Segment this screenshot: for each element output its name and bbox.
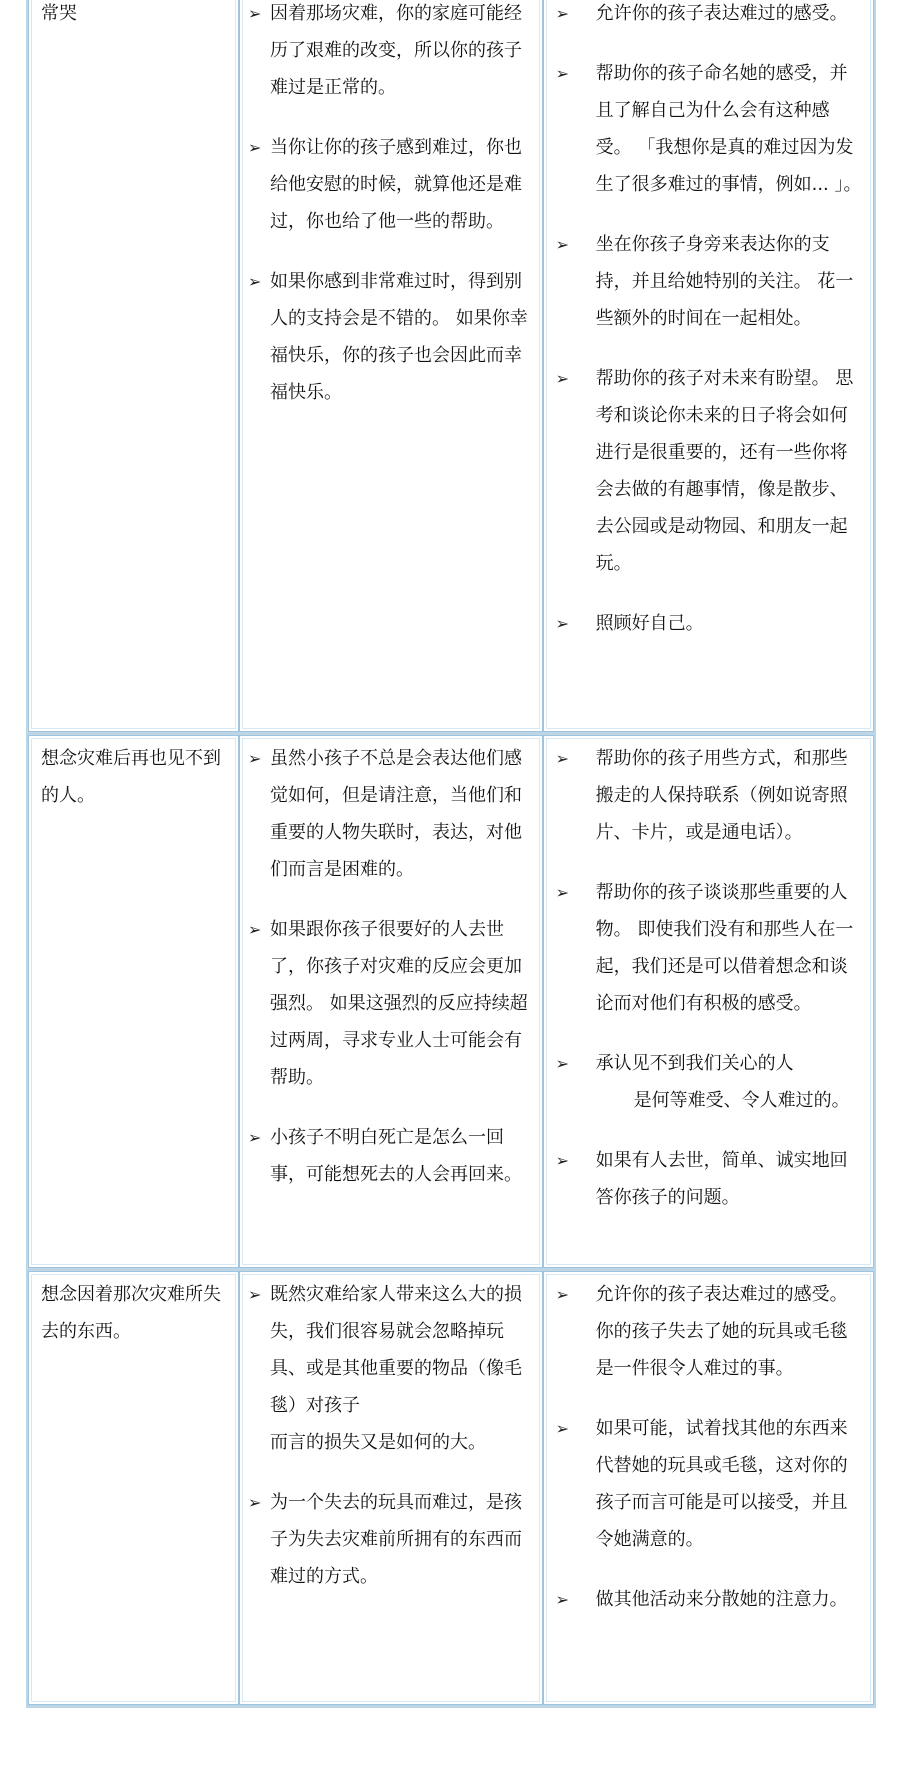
item-text-line: 是何等难受、令人难过的。 [633,1090,850,1111]
understand-cell [239,1271,543,1705]
arrow-bullet-icon: ➢ [248,4,262,23]
arrow-bullet-icon: ➢ [555,1054,569,1073]
item-text: 帮助你的孩子对未来有盼望。 思考和谈论你未来的日子将会如何进行是很重要的，还有一些你将会去做的有趣事情，像是散步、去公园或是动物园、和朋友一起玩。 [595,368,854,574]
arrow-bullet-icon: ➢ [248,1493,262,1512]
situation-cell [28,735,239,1268]
item-text-line: 既然灾难给家人带来这么大的损失，我们很容易就会忽略掉玩具、或是其他重要的物品（像毛毯）对孩子 [270,1284,523,1416]
item-text: 坐在你孩子身旁来表达你的支持，并且给她特别的关注。 花一些额外的时间在一起相处。 [595,234,854,329]
list-item [552,1410,863,1558]
item-text: 当你让你的孩子感到难过，你也给他安慰的时候，就算他还是难过，你也给了他一些的帮助。 [270,137,523,232]
arrow-bullet-icon: ➢ [555,1151,569,1170]
understand-cell [239,0,543,732]
help-cell [543,735,874,1268]
list-item [248,911,532,1096]
list-item [248,263,532,411]
table-row [26,1271,876,1708]
list-item [552,1276,863,1387]
list-item [552,55,863,203]
item-text: 如果有人去世，简单、诚实地回答你孩子的问题。 [595,1150,848,1208]
arrow-bullet-icon: ➢ [248,272,262,291]
item-text: 如果跟你孩子很要好的人去世了，你孩子对灾难的反应会更加强烈。 如果这强烈的反应持续超过两周，寻求专业人士可能会有帮助。 [270,919,528,1088]
list-item [248,740,532,888]
table-row [26,0,876,735]
arrow-bullet-icon: ➢ [555,614,569,633]
item-text: 如果可能，试着找其他的东西来代替她的玩具或毛毯，这对你的孩子而言可能是可以接受，并且令她满意的。 [595,1418,848,1550]
list-item [552,1142,863,1216]
item-text-line: 承认见不到我们关心的人 [595,1053,794,1074]
list-item [552,226,863,337]
item-text: 如果你感到非常难过时，得到别人的支持会是不错的。 如果你幸福快乐，你的孩子也会因此而幸福快乐。 [270,271,528,403]
item-text: 小孩子不明白死亡是怎么一回事，可能想死去的人会再回来。 [270,1127,523,1185]
situation-text: 想念因着那次灾难所失去的东西。 [41,1284,221,1342]
help-cell [543,1271,874,1705]
list-item [248,1119,532,1193]
list-item [248,129,532,240]
list-item [248,0,532,106]
item-text: 照顾好自己。 [595,613,704,634]
item-text [270,1276,532,1461]
item-text: 帮助你的孩子谈谈那些重要的人物。 即使我们没有和那些人在一起，我们还是可以借着想念和谈论而对他们有积极的感受。 [595,882,854,1014]
arrow-bullet-icon: ➢ [555,64,569,83]
arrow-bullet-icon: ➢ [555,4,569,23]
situation-text: 想念灾难后再也见不到的人。 [41,748,221,806]
table-row [26,735,876,1271]
list-item [248,1484,532,1595]
situation-text: 常哭 [41,3,77,24]
arrow-bullet-icon: ➢ [248,1128,262,1147]
item-text: 虽然小孩子不总是会表达他们感觉如何，但是请注意，当他们和重要的人物失联时，表达，对他们而言是困难的。 [270,748,523,880]
item-text: 允许你的孩子表达难过的感受。 你的孩子失去了她的玩具或毛毯是一件很令人难过的事。 [595,1284,848,1379]
help-cell [543,0,874,732]
arrow-bullet-icon: ➢ [555,235,569,254]
guidance-table [26,0,876,1708]
item-text: 做其他活动来分散她的注意力。 [595,1589,848,1610]
situation-cell [28,1271,239,1705]
arrow-bullet-icon: ➢ [555,1285,569,1304]
arrow-bullet-icon: ➢ [555,749,569,768]
list-item [552,605,863,642]
situation-cell [28,0,239,732]
item-text: 为一个失去的玩具而难过，是孩子为失去灾难前所拥有的东西而难过的方式。 [270,1492,523,1587]
list-item [552,740,863,851]
arrow-bullet-icon: ➢ [248,920,262,939]
list-item [552,0,863,32]
arrow-bullet-icon: ➢ [555,369,569,388]
item-text: 帮助你的孩子命名她的感受，并且了解自己为什么会有这种感受。 「我想你是真的难过因为发生了很多难过的事情，例如... 」。 [595,63,862,195]
item-text: 帮助你的孩子用些方式，和那些搬走的人保持联系（例如说寄照片、卡片，或是通电话）。 [595,748,848,843]
arrow-bullet-icon: ➢ [555,883,569,902]
arrow-bullet-icon: ➢ [248,138,262,157]
item-text-line: 而言的损失又是如何的大。 [270,1432,487,1453]
item-text: 允许你的孩子表达难过的感受。 [595,3,848,24]
arrow-bullet-icon: ➢ [248,1285,262,1304]
arrow-bullet-icon: ➢ [248,749,262,768]
item-text [596,1045,863,1119]
list-item [552,874,863,1022]
arrow-bullet-icon: ➢ [555,1419,569,1438]
list-item [248,1276,532,1461]
list-item [552,1581,863,1618]
arrow-bullet-icon: ➢ [555,1590,569,1609]
understand-cell [239,735,543,1268]
list-item [552,360,863,582]
item-text: 因着那场灾难，你的家庭可能经历了艰难的改变，所以你的孩子难过是正常的。 [270,3,523,98]
list-item [552,1045,863,1119]
